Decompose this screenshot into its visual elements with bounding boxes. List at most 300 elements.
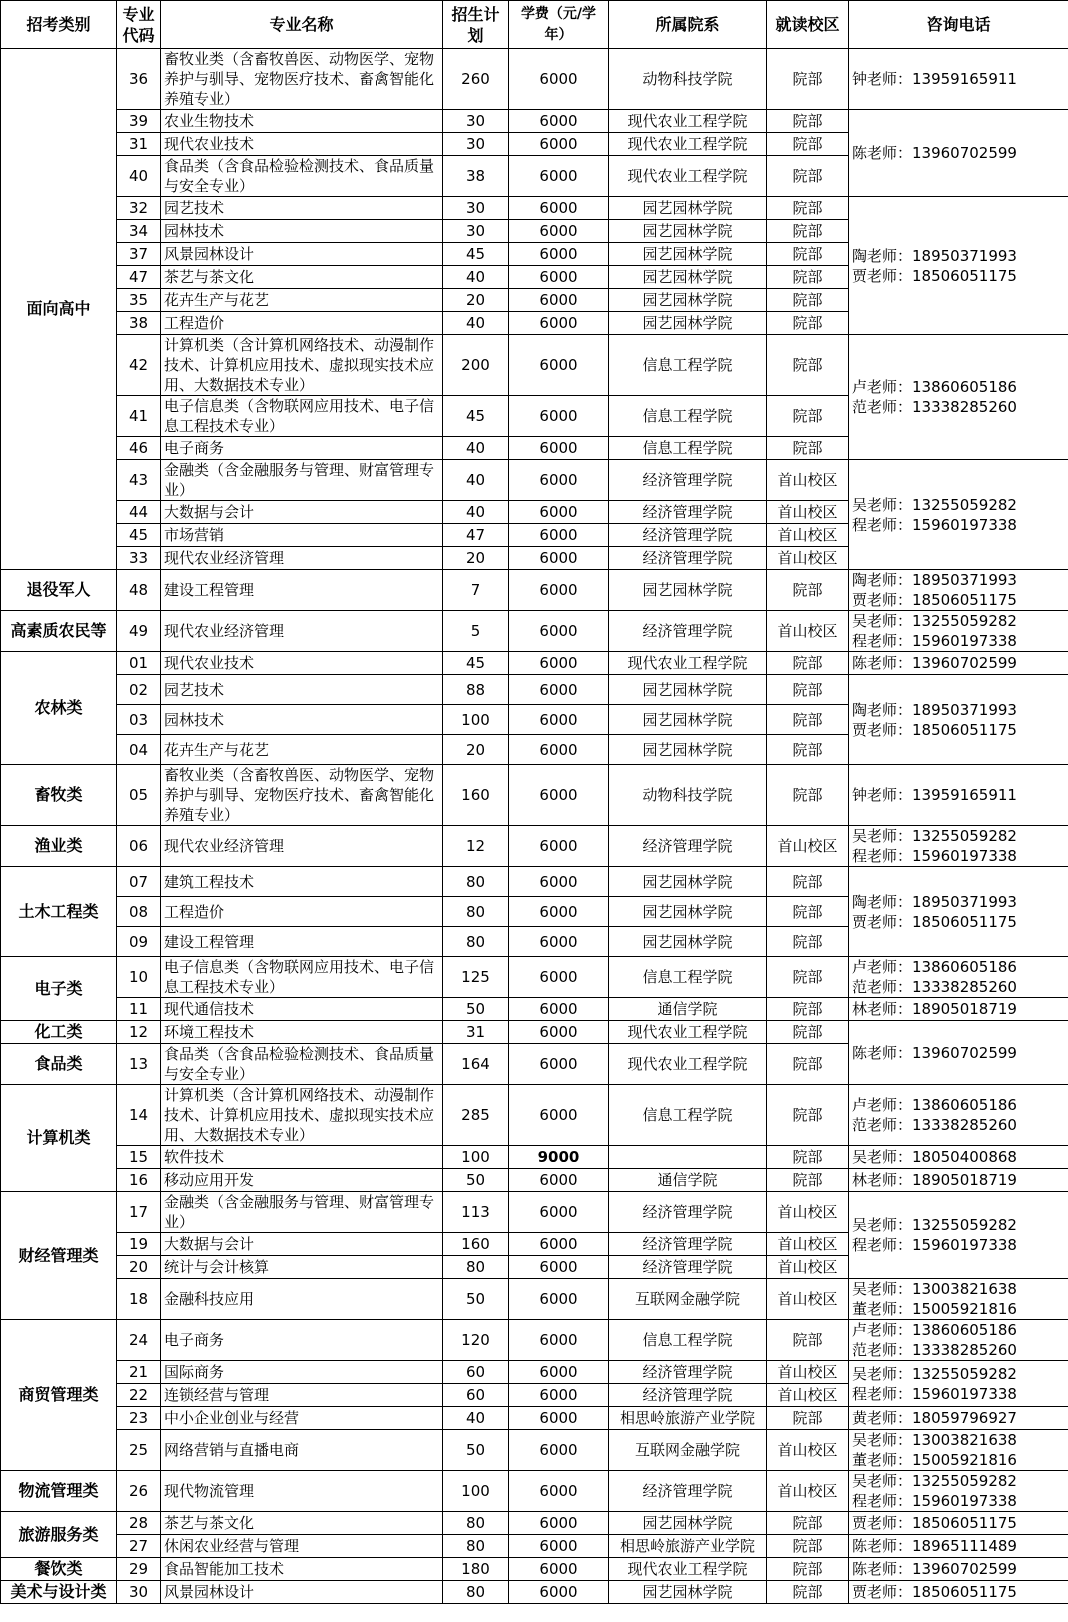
major-name-cell: 大数据与会计 [161,1233,443,1256]
header-phone: 咨询电话 [849,1,1068,49]
campus-cell: 院部 [767,735,849,765]
plan-cell: 180 [443,1558,509,1581]
code-cell: 46 [117,437,161,460]
phone-contact: 范老师：13338285260 [852,398,1017,416]
plan-cell: 80 [443,1535,509,1558]
phone-cell [849,49,1068,110]
campus-cell: 首山校区 [767,1430,849,1471]
campus-cell: 首山校区 [767,524,849,547]
major-name-cell: 现代农业经济管理 [161,611,443,652]
major-name-cell: 花卉生产与花艺 [161,289,443,312]
plan-cell: 40 [443,266,509,289]
code-cell: 35 [117,289,161,312]
fee-cell: 6000 [509,652,609,675]
phone-contact: 陶老师：18950371993 [852,892,1017,911]
college-cell: 经济管理学院 [609,1471,767,1512]
major-name-cell: 花卉生产与花艺 [161,735,443,765]
category-cell: 美术与设计类 [1,1581,117,1604]
code-cell: 49 [117,611,161,652]
fee-cell: 6000 [509,289,609,312]
phone-cell [849,110,1068,197]
phone-contact: 吴老师：13255059282 [852,1364,1017,1383]
phone-cell [849,867,1068,957]
plan-cell: 47 [443,524,509,547]
fee-cell: 6000 [509,220,609,243]
phone-cell [849,1279,1068,1320]
campus-cell: 院部 [767,156,849,197]
college-cell: 园艺园林学院 [609,266,767,289]
phone-contact: 董老师：15005921816 [852,1300,1017,1318]
code-cell: 36 [117,49,161,110]
code-cell: 21 [117,1361,161,1384]
campus-cell: 院部 [767,1044,849,1085]
fee-cell: 6000 [509,156,609,197]
college-cell: 现代农业工程学院 [609,133,767,156]
phone-cell [849,826,1068,867]
major-name-cell: 畜牧业类（含畜牧兽医、动物医学、宠物养护与驯导、宠物医疗技术、畜禽智能化养殖专业） [161,765,443,826]
table-row [1,110,1068,133]
code-cell: 32 [117,197,161,220]
campus-cell: 首山校区 [767,1256,849,1279]
phone-contact: 范老师：13338285260 [852,978,1017,996]
plan-cell: 50 [443,1279,509,1320]
phone-contact: 陈老师：13960702599 [852,1560,1017,1578]
phone-contact: 吴老师：18050400868 [852,1148,1017,1166]
major-name-cell: 金融类（含金融服务与管理、财富管理专业） [161,1192,443,1233]
college-cell: 现代农业工程学院 [609,1558,767,1581]
plan-cell: 40 [443,501,509,524]
table-row [1,1320,1068,1361]
phone-contact: 钟老师：13959165911 [852,70,1017,88]
fee-cell: 6000 [509,547,609,570]
table-row [1,1535,1068,1558]
phone-contact: 程老师：15960197338 [852,515,1017,534]
phone-cell [849,335,1068,460]
campus-cell: 院部 [767,133,849,156]
plan-cell: 60 [443,1384,509,1407]
major-name-cell: 园艺技术 [161,197,443,220]
code-cell: 47 [117,266,161,289]
phone-contact: 程老师：15960197338 [852,1236,1017,1254]
major-name-cell: 软件技术 [161,1146,443,1169]
phone-contact: 卢老师：13860605186 [852,378,1017,396]
major-name-cell: 建设工程管理 [161,927,443,957]
major-name-cell: 现代农业经济管理 [161,547,443,570]
phone-contact: 贾老师：18506051175 [852,1514,1017,1532]
phone-cell [849,1169,1068,1192]
code-cell: 45 [117,524,161,547]
plan-cell: 40 [443,460,509,501]
major-name-cell: 市场营销 [161,524,443,547]
plan-cell: 60 [443,1361,509,1384]
fee-cell: 6000 [509,1044,609,1085]
major-name-cell: 电子商务 [161,437,443,460]
college-cell: 经济管理学院 [609,501,767,524]
header-plan: 招生计划 [443,1,509,49]
college-cell: 园艺园林学院 [609,867,767,897]
phone-contact: 林老师：18905018719 [852,1171,1017,1189]
table-row [1,957,1068,998]
category-cell: 土木工程类 [1,867,117,957]
college-cell: 园艺园林学院 [609,927,767,957]
college-cell: 现代农业工程学院 [609,652,767,675]
fee-cell: 6000 [509,197,609,220]
code-cell: 12 [117,1021,161,1044]
plan-cell: 80 [443,1512,509,1535]
phone-contact: 吴老师：13255059282 [852,1216,1017,1234]
major-name-cell: 计算机类（含计算机网络技术、动漫制作技术、计算机应用技术、虚拟现实技术应用、大数据技术专业） [161,1085,443,1146]
category-cell: 退役军人 [1,570,117,611]
category-cell: 电子类 [1,957,117,1021]
table-row [1,826,1068,867]
phone-cell [849,1558,1068,1581]
phone-contact: 陈老师：13960702599 [852,144,1017,162]
plan-cell: 125 [443,957,509,998]
college-cell: 现代农业工程学院 [609,1021,767,1044]
campus-cell: 院部 [767,897,849,927]
header-fee: 学费（元/学年） [509,1,609,49]
phone-cell [849,1430,1068,1471]
campus-cell: 院部 [767,243,849,266]
fee-cell: 6000 [509,765,609,826]
plan-cell: 80 [443,927,509,957]
phone-cell [849,1535,1068,1558]
phone-cell [849,1085,1068,1146]
campus-cell: 院部 [767,312,849,335]
table-row [1,1471,1068,1512]
plan-cell: 40 [443,312,509,335]
phone-cell [849,1320,1068,1361]
fee-cell: 6000 [509,396,609,437]
campus-cell: 首山校区 [767,1279,849,1320]
phone-cell [849,675,1068,765]
fee-cell: 6000 [509,897,609,927]
fee-cell: 6000 [509,1407,609,1430]
table-row [1,1085,1068,1146]
code-cell: 19 [117,1233,161,1256]
phone-contact: 贾老师：18506051175 [852,720,1017,739]
fee-cell: 6000 [509,335,609,396]
plan-cell: 260 [443,49,509,110]
phone-contact: 程老师：15960197338 [852,632,1017,650]
fee-cell: 6000 [509,266,609,289]
code-cell: 15 [117,1146,161,1169]
plan-cell: 20 [443,735,509,765]
fee-cell: 6000 [509,998,609,1021]
campus-cell: 院部 [767,705,849,735]
fee-cell: 6000 [509,1021,609,1044]
campus-cell: 院部 [767,1558,849,1581]
code-cell: 44 [117,501,161,524]
major-name-cell: 园林技术 [161,705,443,735]
table-row [1,1169,1068,1192]
category-cell: 商贸管理类 [1,1320,117,1471]
table-row [1,1430,1068,1471]
college-cell: 园艺园林学院 [609,570,767,611]
plan-cell: 30 [443,110,509,133]
college-cell: 园艺园林学院 [609,289,767,312]
major-name-cell: 网络营销与直播电商 [161,1430,443,1471]
plan-cell: 80 [443,897,509,927]
college-cell: 经济管理学院 [609,1361,767,1384]
category-cell: 计算机类 [1,1085,117,1192]
table-row [1,335,1068,396]
fee-cell: 6000 [509,570,609,611]
table-row [1,1581,1068,1604]
fee-cell: 6000 [509,1169,609,1192]
table-row [1,652,1068,675]
code-cell: 24 [117,1320,161,1361]
code-cell: 11 [117,998,161,1021]
phone-cell [849,1021,1068,1085]
college-cell: 经济管理学院 [609,1233,767,1256]
table-row [1,1192,1068,1233]
plan-cell: 100 [443,1146,509,1169]
code-cell: 39 [117,110,161,133]
major-name-cell: 移动应用开发 [161,1169,443,1192]
plan-cell: 285 [443,1085,509,1146]
campus-cell: 院部 [767,266,849,289]
phone-contact: 陶老师：18950371993 [852,571,1017,589]
plan-cell: 45 [443,243,509,266]
major-name-cell: 工程造价 [161,312,443,335]
college-cell: 经济管理学院 [609,524,767,547]
fee-cell: 6000 [509,1233,609,1256]
campus-cell: 首山校区 [767,1361,849,1384]
college-cell: 信息工程学院 [609,957,767,998]
campus-cell: 院部 [767,1512,849,1535]
phone-cell [849,998,1068,1021]
category-cell: 物流管理类 [1,1471,117,1512]
code-cell: 18 [117,1279,161,1320]
plan-cell: 20 [443,289,509,312]
major-name-cell: 园林技术 [161,220,443,243]
college-cell [609,1146,767,1169]
major-name-cell: 风景园林设计 [161,1581,443,1604]
campus-cell: 首山校区 [767,1384,849,1407]
plan-cell: 30 [443,220,509,243]
fee-cell: 6000 [509,705,609,735]
code-cell: 43 [117,460,161,501]
phone-cell [849,197,1068,335]
fee-cell: 6000 [509,1581,609,1604]
phone-contact: 卢老师：13860605186 [852,1321,1017,1339]
category-cell: 畜牧类 [1,765,117,826]
college-cell: 经济管理学院 [609,547,767,570]
fee-cell: 6000 [509,524,609,547]
plan-cell: 12 [443,826,509,867]
campus-cell: 院部 [767,49,849,110]
fee-cell: 9000 [509,1146,609,1169]
college-cell: 信息工程学院 [609,335,767,396]
campus-cell: 首山校区 [767,547,849,570]
phone-cell [849,1361,1068,1407]
campus-cell: 首山校区 [767,611,849,652]
college-cell: 现代农业工程学院 [609,1044,767,1085]
fee-cell: 6000 [509,1384,609,1407]
code-cell: 25 [117,1430,161,1471]
fee-cell: 6000 [509,1361,609,1384]
code-cell: 01 [117,652,161,675]
fee-cell: 6000 [509,1085,609,1146]
college-cell: 信息工程学院 [609,1085,767,1146]
code-cell: 20 [117,1256,161,1279]
college-cell: 互联网金融学院 [609,1430,767,1471]
fee-cell: 6000 [509,867,609,897]
code-cell: 30 [117,1581,161,1604]
table-row [1,998,1068,1021]
campus-cell: 院部 [767,675,849,705]
plan-cell: 80 [443,1256,509,1279]
plan-cell: 5 [443,611,509,652]
major-name-cell: 休闲农业经营与管理 [161,1535,443,1558]
fee-cell: 6000 [509,1471,609,1512]
phone-contact: 钟老师：13959165911 [852,786,1017,804]
campus-cell: 院部 [767,1535,849,1558]
header-code: 专业代码 [117,1,161,49]
phone-contact: 陈老师：13960702599 [852,1043,1017,1062]
college-cell: 园艺园林学院 [609,220,767,243]
table-row [1,1279,1068,1320]
major-name-cell: 金融科技应用 [161,1279,443,1320]
fee-cell: 6000 [509,1430,609,1471]
campus-cell: 院部 [767,335,849,396]
phone-contact: 贾老师：18506051175 [852,266,1017,285]
plan-cell: 30 [443,197,509,220]
code-cell: 38 [117,312,161,335]
major-name-cell: 建设工程管理 [161,570,443,611]
campus-cell: 院部 [767,652,849,675]
plan-cell: 88 [443,675,509,705]
fee-cell: 6000 [509,243,609,266]
table-row [1,1021,1068,1044]
college-cell: 经济管理学院 [609,611,767,652]
phone-contact: 吴老师：13255059282 [852,827,1017,845]
code-cell: 17 [117,1192,161,1233]
phone-contact: 陈老师：13960702599 [852,654,1017,672]
code-cell: 23 [117,1407,161,1430]
table-row [1,49,1068,110]
phone-contact: 卢老师：13860605186 [852,958,1017,976]
college-cell: 园艺园林学院 [609,197,767,220]
college-cell: 信息工程学院 [609,396,767,437]
header-category: 招考类别 [1,1,117,49]
plan-cell: 113 [443,1192,509,1233]
college-cell: 相思岭旅游产业学院 [609,1407,767,1430]
phone-cell [849,765,1068,826]
table-row [1,1146,1068,1169]
college-cell: 动物科技学院 [609,49,767,110]
plan-cell: 100 [443,1471,509,1512]
campus-cell: 院部 [767,867,849,897]
college-cell: 园艺园林学院 [609,705,767,735]
major-name-cell: 食品类（含食品检验检测技术、食品质量与安全专业） [161,1044,443,1085]
college-cell: 互联网金融学院 [609,1279,767,1320]
campus-cell: 院部 [767,437,849,460]
phone-cell [849,1512,1068,1535]
campus-cell: 院部 [767,1169,849,1192]
campus-cell: 首山校区 [767,1233,849,1256]
phone-cell [849,611,1068,652]
phone-contact: 范老师：13338285260 [852,1341,1017,1359]
fee-cell: 6000 [509,1192,609,1233]
college-cell: 园艺园林学院 [609,897,767,927]
campus-cell: 院部 [767,197,849,220]
category-cell: 财经管理类 [1,1192,117,1320]
plan-cell: 50 [443,1430,509,1471]
college-cell: 园艺园林学院 [609,735,767,765]
code-cell: 02 [117,675,161,705]
major-name-cell: 风景园林设计 [161,243,443,266]
fee-cell: 6000 [509,312,609,335]
major-name-cell: 国际商务 [161,1361,443,1384]
code-cell: 37 [117,243,161,266]
phone-contact: 程老师：15960197338 [852,1492,1017,1510]
phone-contact: 卢老师：13860605186 [852,1096,1017,1114]
plan-cell: 7 [443,570,509,611]
campus-cell: 院部 [767,927,849,957]
table-row [1,570,1068,611]
plan-cell: 20 [443,547,509,570]
college-cell: 经济管理学院 [609,1192,767,1233]
plan-cell: 50 [443,998,509,1021]
phone-contact: 吴老师：13003821638 [852,1280,1017,1298]
major-name-cell: 电子信息类（含物联网应用技术、电子信息工程技术专业） [161,396,443,437]
phone-contact: 程老师：15960197338 [852,1384,1017,1403]
plan-cell: 120 [443,1320,509,1361]
major-name-cell: 大数据与会计 [161,501,443,524]
fee-cell: 6000 [509,1279,609,1320]
phone-contact: 吴老师：13255059282 [852,1472,1017,1490]
category-cell: 化工类 [1,1021,117,1044]
college-cell: 现代农业工程学院 [609,110,767,133]
college-cell: 相思岭旅游产业学院 [609,1535,767,1558]
major-name-cell: 现代农业技术 [161,133,443,156]
campus-cell: 院部 [767,110,849,133]
fee-cell: 6000 [509,133,609,156]
college-cell: 园艺园林学院 [609,243,767,266]
college-cell: 通信学院 [609,998,767,1021]
phone-contact: 范老师：13338285260 [852,1116,1017,1134]
phone-contact: 黄老师：18059796927 [852,1409,1017,1427]
college-cell: 动物科技学院 [609,765,767,826]
code-cell: 16 [117,1169,161,1192]
college-cell: 现代农业工程学院 [609,156,767,197]
code-cell: 03 [117,705,161,735]
category-cell: 农林类 [1,652,117,765]
table-row [1,460,1068,501]
phone-contact: 陶老师：18950371993 [852,246,1017,265]
table-row [1,1361,1068,1384]
major-name-cell: 连锁经营与管理 [161,1384,443,1407]
major-name-cell: 食品智能加工技术 [161,1558,443,1581]
phone-cell [849,957,1068,998]
fee-cell: 6000 [509,1535,609,1558]
plan-cell: 100 [443,705,509,735]
major-name-cell: 统计与会计核算 [161,1256,443,1279]
college-cell: 信息工程学院 [609,1320,767,1361]
campus-cell: 院部 [767,570,849,611]
fee-cell: 6000 [509,1512,609,1535]
code-cell: 33 [117,547,161,570]
plan-cell: 50 [443,1169,509,1192]
fee-cell: 6000 [509,49,609,110]
campus-cell: 院部 [767,957,849,998]
phone-cell [849,1146,1068,1169]
code-cell: 42 [117,335,161,396]
fee-cell: 6000 [509,1558,609,1581]
category-cell: 旅游服务类 [1,1512,117,1558]
